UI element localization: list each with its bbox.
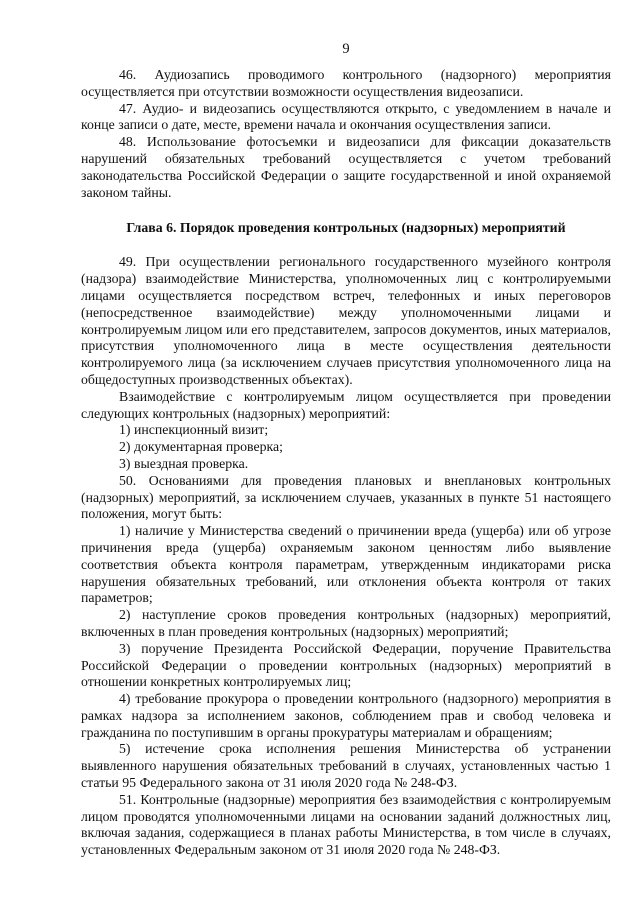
- paragraph-48: 48. Использование фотосъемки и видеозаписи для фиксации доказательств нарушений обязательных требований осуществляется с учетом требований законодательства Российской Федерации о защите государственной и иной охраняемой законом тайны.: [81, 134, 611, 200]
- paragraph-47: 47. Аудио- и видеозапись осуществляются открыто, с уведомлением в начале и конце записи о дате, месте, времени начала и окончания осуществления записи.: [81, 100, 611, 133]
- paragraph-46: 46. Аудиозапись проводимого контрольного (надзорного) мероприятия осуществляется при отсутствии возможности осуществления видеозаписи.: [81, 67, 611, 99]
- paragraph-49: 49. При осуществлении регионального государственного музейного контроля (надзора) взаимодействие Министерства, уполномоченных лиц с контролируемыми лицами осуществляется посредством встреч, телефонных и иных переговоров (непосредственное взаимодействие) между уполномоченными лицами и контролируемым лицом или его представителем, запросов документов, иных материалов, присутствия уполномоченного лица в месте осуществления деятельности контролируемого лица (за исключением случаев присутствия уполномоченного лица на общедоступных производственных объектах).: [81, 254, 611, 387]
- list-item-basis-3: 3) поручение Президента Российской Федерации, поручение Правительства Российской Федерации о проведении контрольных (надзорных) мероприятий в отношении конкретных контролируемых лиц;: [81, 640, 611, 690]
- list-item-basis-4: 4) требование прокурора о проведении контрольного (надзорного) мероприятия в рамках надзора за исполнением законов, соблюдением прав и свобод человека и гражданина по поступившим в органы прокуратуры материалам и обращениям;: [81, 691, 611, 740]
- page-number: 9: [342, 41, 350, 57]
- paragraph-51: 51. Контрольные (надзорные) мероприятия без взаимодействия с контролируемым лицом проводятся уполномоченными лицами на основании заданий должностных лиц, включая задания, содержащиеся в планах работы Министерства, в том числе в случаях, установленных Федеральным законом от 31 июля 2020 года № 248-ФЗ.: [81, 791, 611, 858]
- chapter-heading: Глава 6. Порядок проведения контрольных (надзорных) мероприятий: [126, 220, 566, 236]
- document-page: [81, 40, 611, 859]
- list-item-documentary-check: 2) документарная проверка;: [119, 439, 283, 455]
- paragraph-interaction-intro: Взаимодействие с контролируемым лицом осуществляется при проведении следующих контрольных (надзорных) мероприятий:: [81, 388, 611, 421]
- list-item-onsite-check: 3) выездная проверка.: [119, 455, 249, 471]
- paragraph-50: 50. Основаниями для проведения плановых и внеплановых контрольных (надзорных) мероприятий, за исключением случаев, указанных в пункте 51 настоящего положения, могут быть:: [81, 472, 611, 522]
- list-item-inspection-visit: 1) инспекционный визит;: [119, 422, 269, 438]
- list-item-basis-1: 1) наличие у Министерства сведений о причинении вреда (ущерба) или об угрозе причинения вреда (ущерба) охраняемым законом ценностям либо выявление соответствия объекта контроля параметрам, утвержденным индикаторами риска нарушения обязательных требований, или отклонения объекта контроля от таких параметров;: [81, 523, 611, 606]
- list-item-basis-5: 5) истечение срока исполнения решения Министерства об устранении выявленного нарушения обязательных требований в случаях, установленных частью 1 статьи 95 Федерального закона от 31 июля 2020 года № 248-ФЗ.: [81, 741, 611, 791]
- list-item-basis-2: 2) наступление сроков проведения контрольных (надзорных) мероприятий, включенных в план проведения контрольных (надзорных) мероприятий;: [81, 607, 611, 639]
